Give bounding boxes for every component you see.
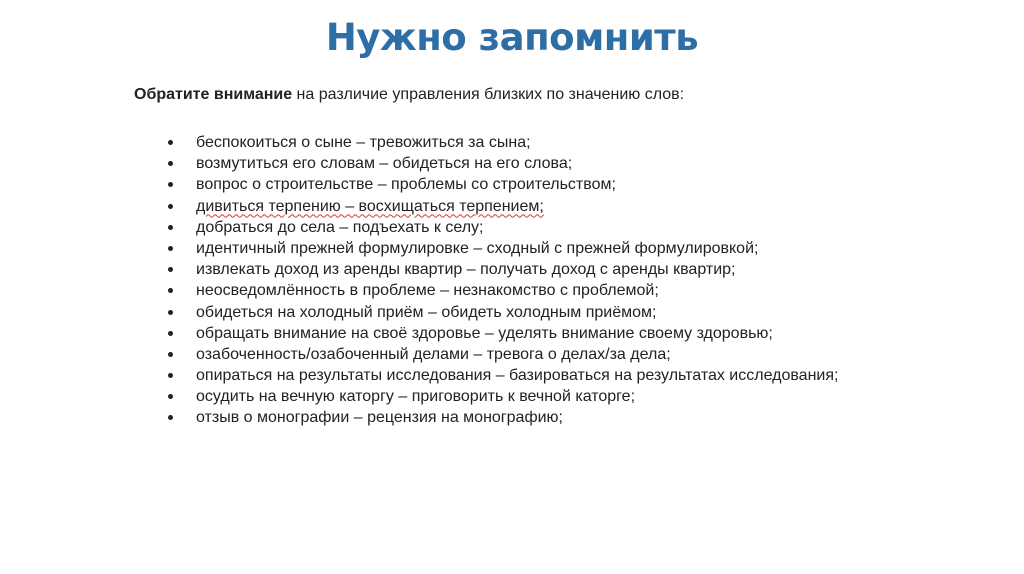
bullet-icon: [168, 204, 173, 209]
intro-text: [134, 86, 684, 104]
bullet-icon: [168, 310, 173, 315]
intro-rest: на различие управления близких по значению слов:: [292, 86, 685, 103]
bullet-icon: [168, 415, 173, 420]
word-pairs-list: [160, 132, 838, 429]
bullet-icon: [168, 288, 173, 293]
bullet-icon: [168, 161, 173, 166]
list-item: [160, 323, 838, 344]
list-item: [160, 365, 838, 386]
list-item-text: обращать внимание на своё здоровье – уделять внимание своему здоровью;: [196, 324, 773, 342]
bullet-icon: [168, 394, 173, 399]
list-item: [160, 174, 838, 195]
list-item-text: дивиться терпению – восхищаться терпением;: [196, 197, 544, 215]
slide-title: Нужно запомнить: [325, 16, 699, 59]
list-item-text: озабоченность/озабоченный делами – тревога о делах/за дела;: [196, 345, 671, 363]
intro-bold: Обратите внимание: [134, 86, 293, 103]
bullet-icon: [168, 140, 173, 145]
list-item-text: опираться на результаты исследования – базироваться на результатах исследования;: [196, 367, 839, 385]
list-item: [160, 132, 838, 153]
bullet-icon: [168, 373, 173, 378]
bullet-icon: [168, 267, 173, 272]
list-item: [160, 196, 838, 217]
bullet-icon: [168, 225, 173, 230]
list-item-text: возмутиться его словам – обидеться на его слова;: [196, 155, 573, 173]
bullet-icon: [168, 246, 173, 251]
list-item: [160, 302, 838, 323]
list-item: [160, 153, 838, 174]
list-item-text: неосведомлённость в проблеме – незнакомство с проблемой;: [196, 282, 659, 300]
list-item: [160, 280, 838, 301]
bullet-icon: [168, 182, 173, 187]
list-item-text: осудить на вечную каторгу – приговорить к вечной каторге;: [196, 388, 636, 406]
list-item: [160, 238, 838, 259]
bullet-icon: [168, 331, 173, 336]
bullet-icon: [168, 352, 173, 357]
list-item-text: беспокоиться о сыне – тревожиться за сына;: [196, 134, 531, 151]
list-item: [160, 386, 838, 407]
list-item-text: отзыв о монографии – рецензия на монографию;: [196, 409, 563, 427]
list-item: [160, 407, 838, 428]
list-item: [160, 344, 838, 365]
list-item-text: обидеться на холодный приём – обидеть холодным приёмом;: [196, 303, 657, 321]
list-item-text: добраться до села – подъехать к селу;: [196, 218, 484, 236]
list-item: [160, 217, 838, 238]
list-item-text: извлекать доход из аренды квартир – получать доход с аренды квартир;: [196, 261, 736, 279]
list-item-text: идентичный прежней формулировке – сходный с прежней формулировкой;: [196, 239, 759, 257]
list-item: [160, 259, 838, 280]
list-item-text: вопрос о строительстве – проблемы со строительством;: [196, 176, 616, 194]
